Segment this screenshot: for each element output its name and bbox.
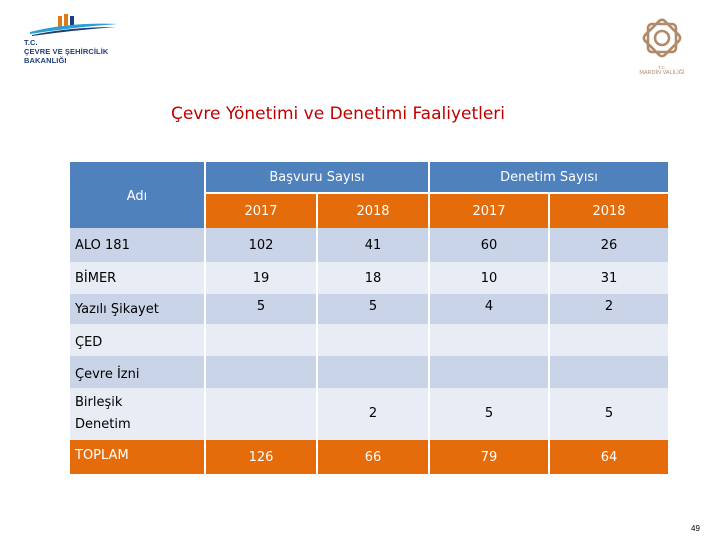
header-name: Adı	[70, 162, 204, 230]
table-cell: 60	[430, 228, 548, 262]
table-cell: 5	[430, 388, 548, 440]
row-name: Yazılı Şikayet	[70, 294, 204, 324]
mardin-logo	[632, 12, 692, 82]
table-cell	[206, 356, 316, 388]
logo-line-3: BAKANLIĞI	[24, 56, 67, 65]
table-cell: 102	[206, 228, 316, 262]
header-group-denetim: Denetim Sayısı	[430, 162, 668, 192]
header-group-basvuru: Başvuru Sayısı	[206, 162, 428, 192]
row-name: Birleşik Denetim	[70, 388, 204, 440]
page-number: 49	[691, 524, 700, 533]
header-year-2: 2018	[318, 194, 428, 228]
table-cell: 2	[318, 388, 428, 440]
table-cell: 5	[206, 294, 316, 324]
total-cell: 126	[206, 440, 316, 474]
table-cell	[318, 356, 428, 388]
table-cell	[430, 356, 548, 388]
table-cell	[430, 324, 548, 356]
mardin-star-emblem-icon	[634, 12, 690, 64]
header-year-1: 2017	[206, 194, 316, 228]
table-cell	[206, 324, 316, 356]
header-year-4: 2018	[550, 194, 668, 228]
table-cell: 19	[206, 262, 316, 294]
table-cell: 31	[550, 262, 668, 294]
total-cell: 79	[430, 440, 548, 474]
table-cell: 41	[318, 228, 428, 262]
table-cell	[206, 388, 316, 440]
table-cell: 10	[430, 262, 548, 294]
table-cell	[550, 356, 668, 388]
table-cell	[550, 324, 668, 356]
logo-line-1: T.C.	[24, 38, 38, 47]
total-cell: 66	[318, 440, 428, 474]
page-title: Çevre Yönetimi ve Denetimi Faaliyetleri	[170, 104, 506, 124]
table-cell: 5	[550, 388, 668, 440]
table-cell: 26	[550, 228, 668, 262]
total-label: TOPLAM	[70, 440, 204, 474]
table-cell: 5	[318, 294, 428, 324]
logo-tc-text: T.C.	[657, 65, 666, 70]
total-cell: 64	[550, 440, 668, 474]
row-name: BİMER	[70, 262, 204, 294]
row-name: ÇED	[70, 324, 204, 356]
header-year-3: 2017	[430, 194, 548, 228]
row-name: Çevre İzni	[70, 356, 204, 388]
ministry-logo-icon	[30, 14, 120, 36]
logo-caption: MARDİN VALİLİĞİ	[639, 70, 685, 76]
table-cell: 4	[430, 294, 548, 324]
logo-line-2: ÇEVRE VE ŞEHİRCİLİK	[24, 47, 109, 56]
table-cell: 2	[550, 294, 668, 324]
table-cell: 18	[318, 262, 428, 294]
ministry-logo	[22, 14, 122, 66]
row-name: ALO 181	[70, 228, 204, 262]
table-cell	[318, 324, 428, 356]
